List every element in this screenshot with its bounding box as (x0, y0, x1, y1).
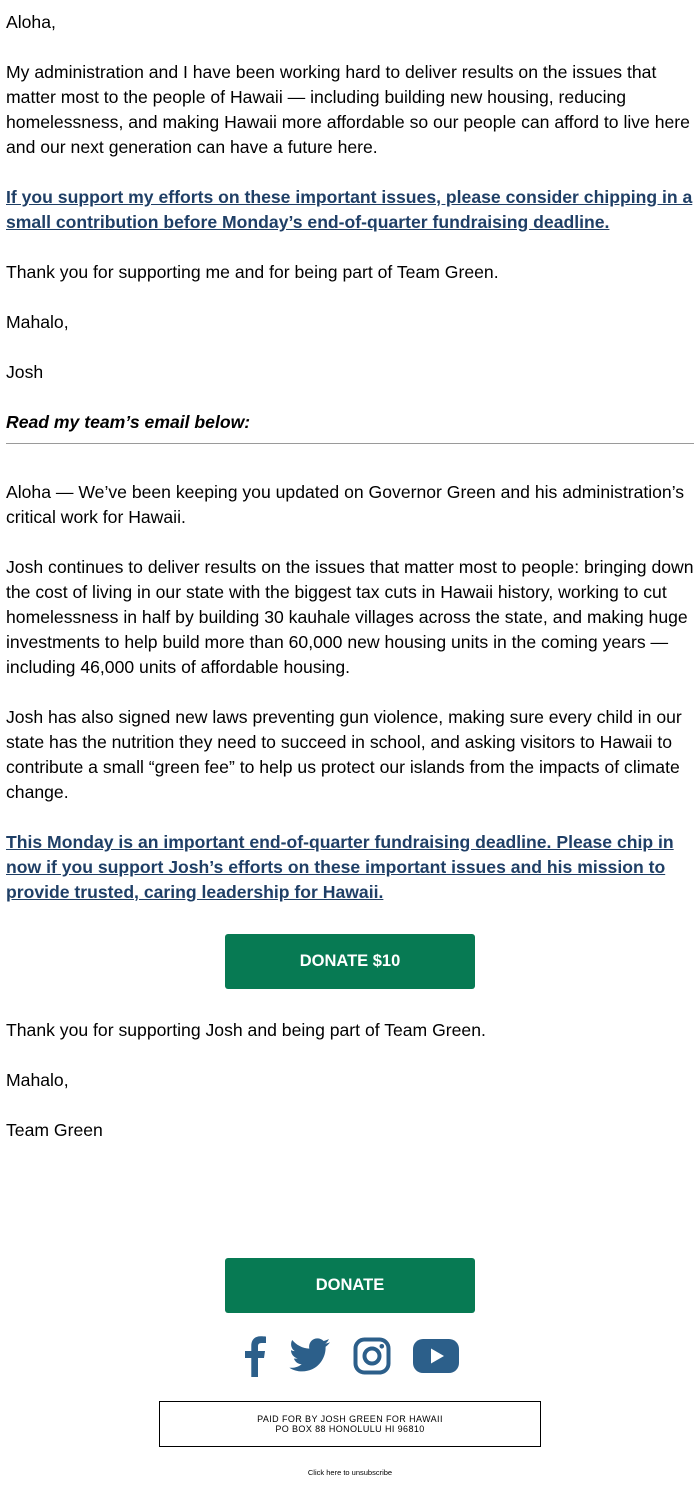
donate-button[interactable]: DONATE (225, 1258, 475, 1313)
team-signature: Team Green (6, 1120, 103, 1140)
read-below-heading: Read my team’s email below: (6, 412, 251, 432)
paid-for-line-2: PO BOX 88 HONOLULU HI 96810 (275, 1424, 425, 1434)
letter-thanks: Thank you for supporting me and for being part of Team Green. (6, 262, 499, 282)
instagram-icon[interactable] (353, 1337, 391, 1375)
youtube-icon[interactable] (413, 1339, 459, 1373)
team-para-1: Aloha — We’ve been keeping you updated on Governor Green and his administration’s critical work for Hawaii. (6, 482, 685, 527)
letter-signoff: Mahalo, (6, 312, 69, 332)
team-para-2: Josh continues to deliver results on the issues that matter most to people: bringing down the cost of living in our state with the biggest tax cuts in Hawaii history, working to cut homelessness in half by building 30 kauhale villages across the state, and making huge investments to help build more than 60,000 new housing units in the coming years — including 46,000 units of affordable housing. (6, 557, 694, 677)
letter-signature: Josh (6, 362, 44, 382)
unsubscribe-link[interactable]: Click here to unsubscribe (307, 1468, 393, 1477)
letter-greeting: Aloha, (6, 12, 56, 32)
paid-for-line-1: PAID FOR BY JOSH GREEN FOR HAWAII (257, 1414, 443, 1424)
twitter-icon[interactable] (289, 1338, 331, 1374)
letter-intro: My administration and I have been working hard to deliver results on the issues that matter most to the people of Hawaii — including building new housing, reducing homelessness, and making Hawaii more affordable so our people can afford to live here and our next generation can have a future here. (6, 62, 690, 157)
team-signoff: Mahalo, (6, 1070, 69, 1090)
paid-for-box (159, 1401, 541, 1447)
donate-10-button[interactable]: DONATE $10 (225, 934, 475, 989)
letter-contribute-link[interactable]: If you support my efforts on these important issues, please consider chipping in a small contribution before Monday’s end-of-quarter fundraising deadline. (6, 187, 693, 232)
email-footer (0, 1258, 700, 1477)
team-para-3: Josh has also signed new laws preventing gun violence, making sure every child in our state has the nutrition they need to succeed in school, and asking visitors to Hawaii to contribute a small “green fee” to help us protect our islands from the impacts of climate change. (6, 707, 682, 802)
facebook-icon[interactable] (241, 1335, 267, 1377)
team-deadline-link[interactable]: This Monday is an important end-of-quarter fundraising deadline. Please chip in now if you support Josh’s efforts on these important issues and his mission to provide trusted, caring leadership for Hawaii. (6, 832, 674, 902)
team-thanks: Thank you for supporting Josh and being part of Team Green. (6, 1020, 486, 1040)
social-links (0, 1335, 700, 1377)
